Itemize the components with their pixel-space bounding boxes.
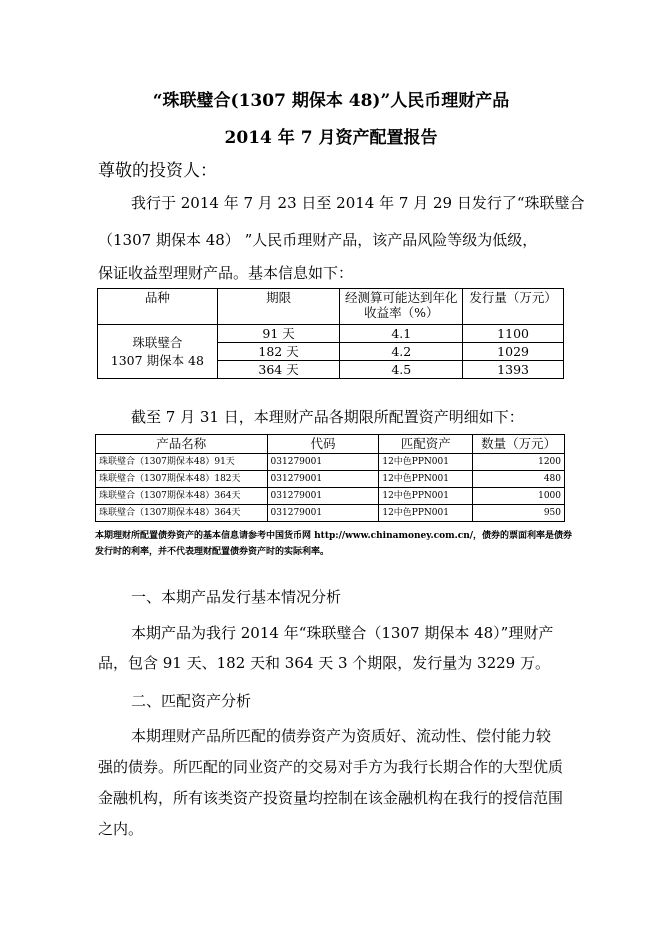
quantity-cell: 950	[473, 505, 565, 522]
header-cell: 产品名称	[96, 435, 268, 454]
asset-intro: 截至 7 月 31 日，本理财产品各期限所配置资产明细如下：	[131, 408, 524, 426]
section2-title: 二、匹配资产分析	[131, 692, 252, 710]
basic-info-table	[97, 288, 564, 379]
amount-cell: 1100	[463, 325, 564, 343]
term-cell: 91 天	[217, 325, 340, 343]
product-name-cell: 珠联璧合（1307期保本48）182天	[96, 471, 268, 488]
quantity-cell: 1000	[473, 488, 565, 505]
asset-allocation-table	[95, 434, 565, 522]
table-row	[96, 488, 565, 505]
rate-cell: 4.5	[340, 361, 463, 379]
asset-cell: 12中色PPN001	[379, 488, 473, 505]
quantity-cell: 1200	[473, 454, 565, 471]
amount-cell: 1393	[463, 361, 564, 379]
header-cell: 经测算可能达到年化收益率（%）	[340, 289, 463, 325]
asset-cell: 12中色PPN001	[379, 505, 473, 522]
section1-title: 一、本期产品发行基本情况分析	[131, 588, 342, 606]
header-cell: 数量（万元）	[473, 435, 565, 454]
term-cell: 182 天	[217, 343, 340, 361]
rate-cell: 4.1	[340, 325, 463, 343]
amount-cell: 1029	[463, 343, 564, 361]
rate-cell: 4.2	[340, 343, 463, 361]
header-cell: 匹配资产	[379, 435, 473, 454]
term-cell: 364 天	[217, 361, 340, 379]
intro-line-1: 我行于 2014 年 7 月 23 日至 2014 年 7 月 29 日发行了“珠联璧合	[131, 194, 585, 212]
code-cell: 031279001	[267, 505, 379, 522]
table-row	[96, 471, 565, 488]
quantity-cell: 480	[473, 471, 565, 488]
product-name-cell: 珠联璧合 1307 期保本 48	[98, 325, 218, 379]
product-name-cell: 珠联璧合（1307期保本48）91天	[96, 454, 268, 471]
table-header-row	[96, 435, 565, 454]
section2-body: 本期理财产品所匹配的债券资产为资质好、流动性、偿付能力较强的债券。所匹配的同业资产的交易对手方为我行长期合作的大型优质金融机构，所有该类资产投资量均控制在该金融机构在我行的授信范围之内。	[98, 727, 564, 838]
report-title-line1: “珠联璧合(1307 期保本 48)”人民币理财产品	[152, 91, 510, 111]
header-cell: 期限	[217, 289, 340, 325]
header-cell: 发行量（万元）	[463, 289, 564, 325]
header-cell: 品种	[98, 289, 218, 325]
asset-cell: 12中色PPN001	[379, 454, 473, 471]
table-row	[96, 505, 565, 522]
intro-line-3: 保证收益型理财产品。基本信息如下：	[98, 264, 354, 282]
table-row	[98, 325, 564, 343]
table-row	[96, 454, 565, 471]
section1-body: 本期产品为我行 2014 年“珠联璧合（1307 期保本 48）”理财产品，包含 91 天、182 天和 364 天 3 个期限，发行量为 3229 万。	[98, 624, 554, 672]
footnote: 本期理财所配置债券资产的基本信息请参考中国货币网 http://www.chinamoney.com.cn/，债券的票面利率是债券发行时的利率，并不代表理财配置债券资产时的实际利率。	[95, 531, 573, 557]
greeting: 尊敬的投资人：	[98, 161, 217, 181]
product-name-cell: 珠联璧合（1307期保本48）364天	[96, 505, 268, 522]
table-header-row	[98, 289, 564, 325]
code-cell: 031279001	[267, 454, 379, 471]
product-name-cell: 珠联璧合（1307期保本48）364天	[96, 488, 268, 505]
report-title-line2: 2014 年 7 月资产配置报告	[224, 128, 438, 148]
code-cell: 031279001	[267, 471, 379, 488]
code-cell: 031279001	[267, 488, 379, 505]
intro-line-2: （1307 期保本 48） ”人民币理财产品，该产品风险等级为低级，	[98, 231, 538, 249]
asset-cell: 12中色PPN001	[379, 471, 473, 488]
header-cell: 代码	[267, 435, 379, 454]
